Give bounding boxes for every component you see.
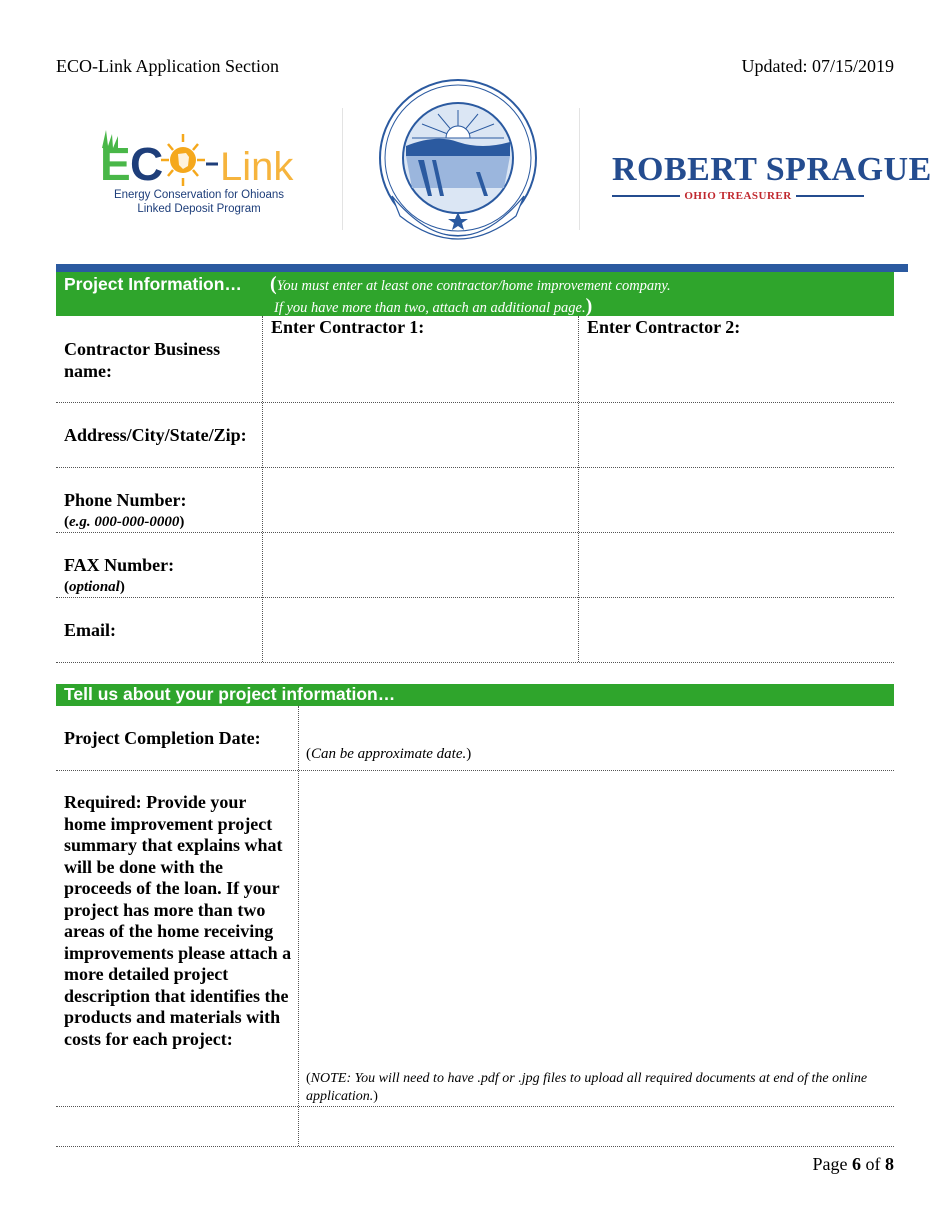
fax-number-label <box>64 554 174 598</box>
ohio-treasurer-seal <box>376 76 540 252</box>
row-divider <box>56 770 894 771</box>
fax-number-label-text: FAX Number: <box>64 555 175 575</box>
treasurer-title: OHIO TREASURER <box>684 190 792 202</box>
treasurer-logo <box>612 151 932 202</box>
eco-link-logo <box>98 128 303 223</box>
contractor-2-header: Enter Contractor 2: <box>587 317 741 337</box>
page-number: Page 6 of 8 <box>812 1154 894 1174</box>
contractor-business-name-label: Contractor Business name: <box>64 339 221 381</box>
project-information-title: Project Information… <box>64 274 242 294</box>
project-details-header <box>56 684 894 706</box>
updated-date: Updated: 07/15/2019 <box>741 56 894 76</box>
phone-number-label-text: Phone Number: <box>64 490 187 510</box>
contractor-1-business-name-field[interactable] <box>264 340 576 400</box>
svg-text:E: E <box>100 138 131 188</box>
treasurer-title-row <box>612 190 864 202</box>
contractor-2-business-name-field[interactable] <box>580 340 892 400</box>
eco-tagline-line2: Linked Deposit Program <box>137 203 261 215</box>
rule-right <box>796 195 864 197</box>
contractor-2-fax-field[interactable] <box>580 534 892 595</box>
eco-link-logo-art <box>98 128 303 188</box>
project-completion-date-field[interactable] <box>300 708 892 768</box>
project-summary-label: Required: Provide your home improvement project summary that explains what will be done with the proceeds of the loan. If your project has more than two areas of the home receiving improvements please attach a more detailed project description that identifies the products and materials with costs for each project: <box>64 792 292 1049</box>
contractor-1-email-field[interactable] <box>264 599 576 660</box>
column-divider <box>298 706 299 1146</box>
column-divider <box>262 316 263 662</box>
project-information-note-2: If you have more than two, attach an additional page.) <box>274 295 593 317</box>
project-summary-field[interactable] <box>300 772 892 1062</box>
row-divider <box>56 402 894 403</box>
contractor-2-address-field[interactable] <box>580 404 892 465</box>
svg-text:Link: Link <box>220 145 294 188</box>
phone-number-hint: (e.g. 000-000-0000) <box>64 514 185 530</box>
eco-link-tagline <box>98 188 300 216</box>
row-divider <box>56 662 894 663</box>
seal-icon <box>376 76 540 252</box>
contractor-1-phone-field[interactable] <box>264 469 576 530</box>
section-divider-bar <box>56 264 908 272</box>
contractor-1-address-field[interactable] <box>264 404 576 465</box>
section-title: ECO-Link Application Section <box>56 56 279 76</box>
project-details-title: Tell us about your project information… <box>64 684 396 704</box>
contractor-1-fax-field[interactable] <box>264 534 576 595</box>
fax-number-hint: (optional) <box>64 579 125 595</box>
row-divider <box>56 1106 894 1107</box>
phone-number-label <box>64 489 187 533</box>
logo-divider <box>342 108 343 230</box>
logo-divider <box>579 108 580 230</box>
contractor-2-phone-field[interactable] <box>580 469 892 530</box>
row-divider <box>56 597 894 598</box>
row-divider <box>56 1146 894 1147</box>
treasurer-name: ROBERT SPRAGUE <box>612 151 932 188</box>
contractor-1-header: Enter Contractor 1: <box>271 317 425 337</box>
eco-tagline-line1: Energy Conservation for Ohioans <box>113 189 285 201</box>
upload-note: (NOTE: You will need to have .pdf or .jpg files to upload all required documents at end of the online application.) <box>306 1071 868 1104</box>
row-divider <box>56 467 894 468</box>
rule-left <box>612 195 680 197</box>
svg-text:C: C <box>130 138 164 188</box>
contractor-2-email-field[interactable] <box>580 599 892 660</box>
column-divider <box>578 316 579 662</box>
address-label: Address/City/State/Zip: <box>64 425 247 445</box>
email-label: Email: <box>64 620 116 640</box>
project-completion-date-label: Project Completion Date: <box>64 728 261 748</box>
completion-date-note: (Can be approximate date.) <box>306 746 472 762</box>
project-information-note-1: (You must enter at least one contractor/home improvement company. <box>270 273 671 295</box>
project-information-header <box>56 272 894 316</box>
